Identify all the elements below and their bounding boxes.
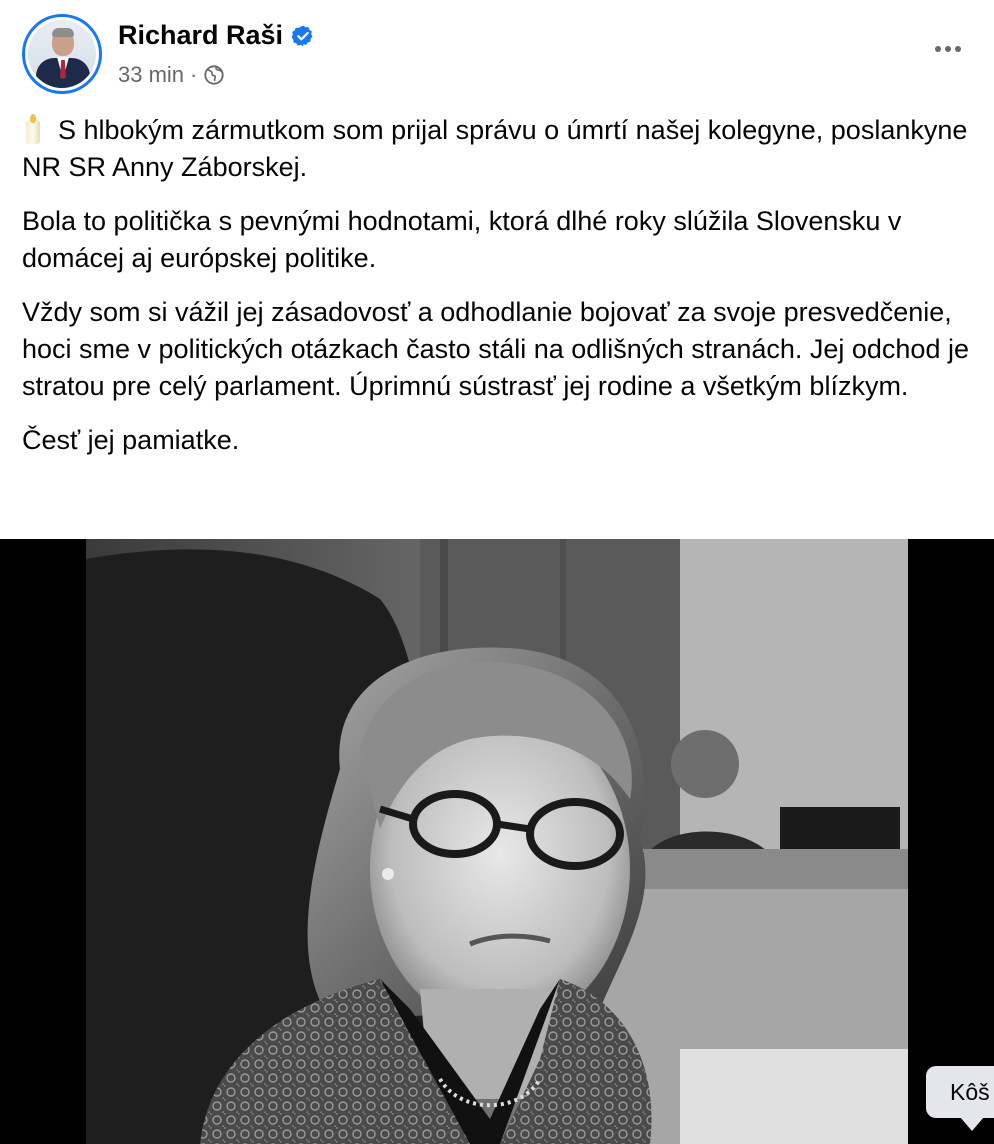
more-options-icon xyxy=(935,46,941,52)
meta-separator: · xyxy=(190,62,198,87)
author-avatar[interactable] xyxy=(22,14,102,94)
post-paragraph-2: Bola to politička s pevnými hodnotami, ktorá dlhé roky slúžila Slovensku v domácej aj európskej politike. xyxy=(22,206,902,273)
tooltip-tail xyxy=(960,1117,984,1131)
avatar-photo xyxy=(28,20,96,88)
post-meta xyxy=(118,62,225,88)
author-name: Richard Raši xyxy=(118,20,284,50)
photo-illustration xyxy=(0,539,994,1144)
post-paragraph-3: Vždy som si vážil jej zásadovosť a odhodlanie bojovať za svoje presvedčenie, hoci sme v politických otázkach často stáli na odlišných stranách. Jej odchod je stratou pre celý parlament. Úprimnú sústrasť jej rodine a všetkým blízkym. xyxy=(22,297,969,401)
paragraph-text: S hlbokým zármutkom som prijal správu o úmrtí našej kolegyne, poslankyne NR SR Anny Záborskej. xyxy=(22,115,968,182)
post-photo[interactable] xyxy=(0,539,994,1144)
candle-icon xyxy=(22,114,44,144)
verified-badge-icon xyxy=(291,24,315,48)
author-name-link[interactable] xyxy=(118,20,315,51)
tooltip-label: Kôš xyxy=(950,1078,990,1105)
more-options-button[interactable] xyxy=(924,34,972,64)
post-text xyxy=(22,112,972,476)
post-paragraph-4: Česť jej pamiatke. xyxy=(22,425,240,455)
post-timestamp[interactable]: 33 min xyxy=(118,62,185,87)
post-paragraph-1 xyxy=(22,112,972,186)
cart-tooltip[interactable] xyxy=(926,1066,994,1118)
globe-icon xyxy=(203,64,225,86)
post-header xyxy=(22,14,972,96)
